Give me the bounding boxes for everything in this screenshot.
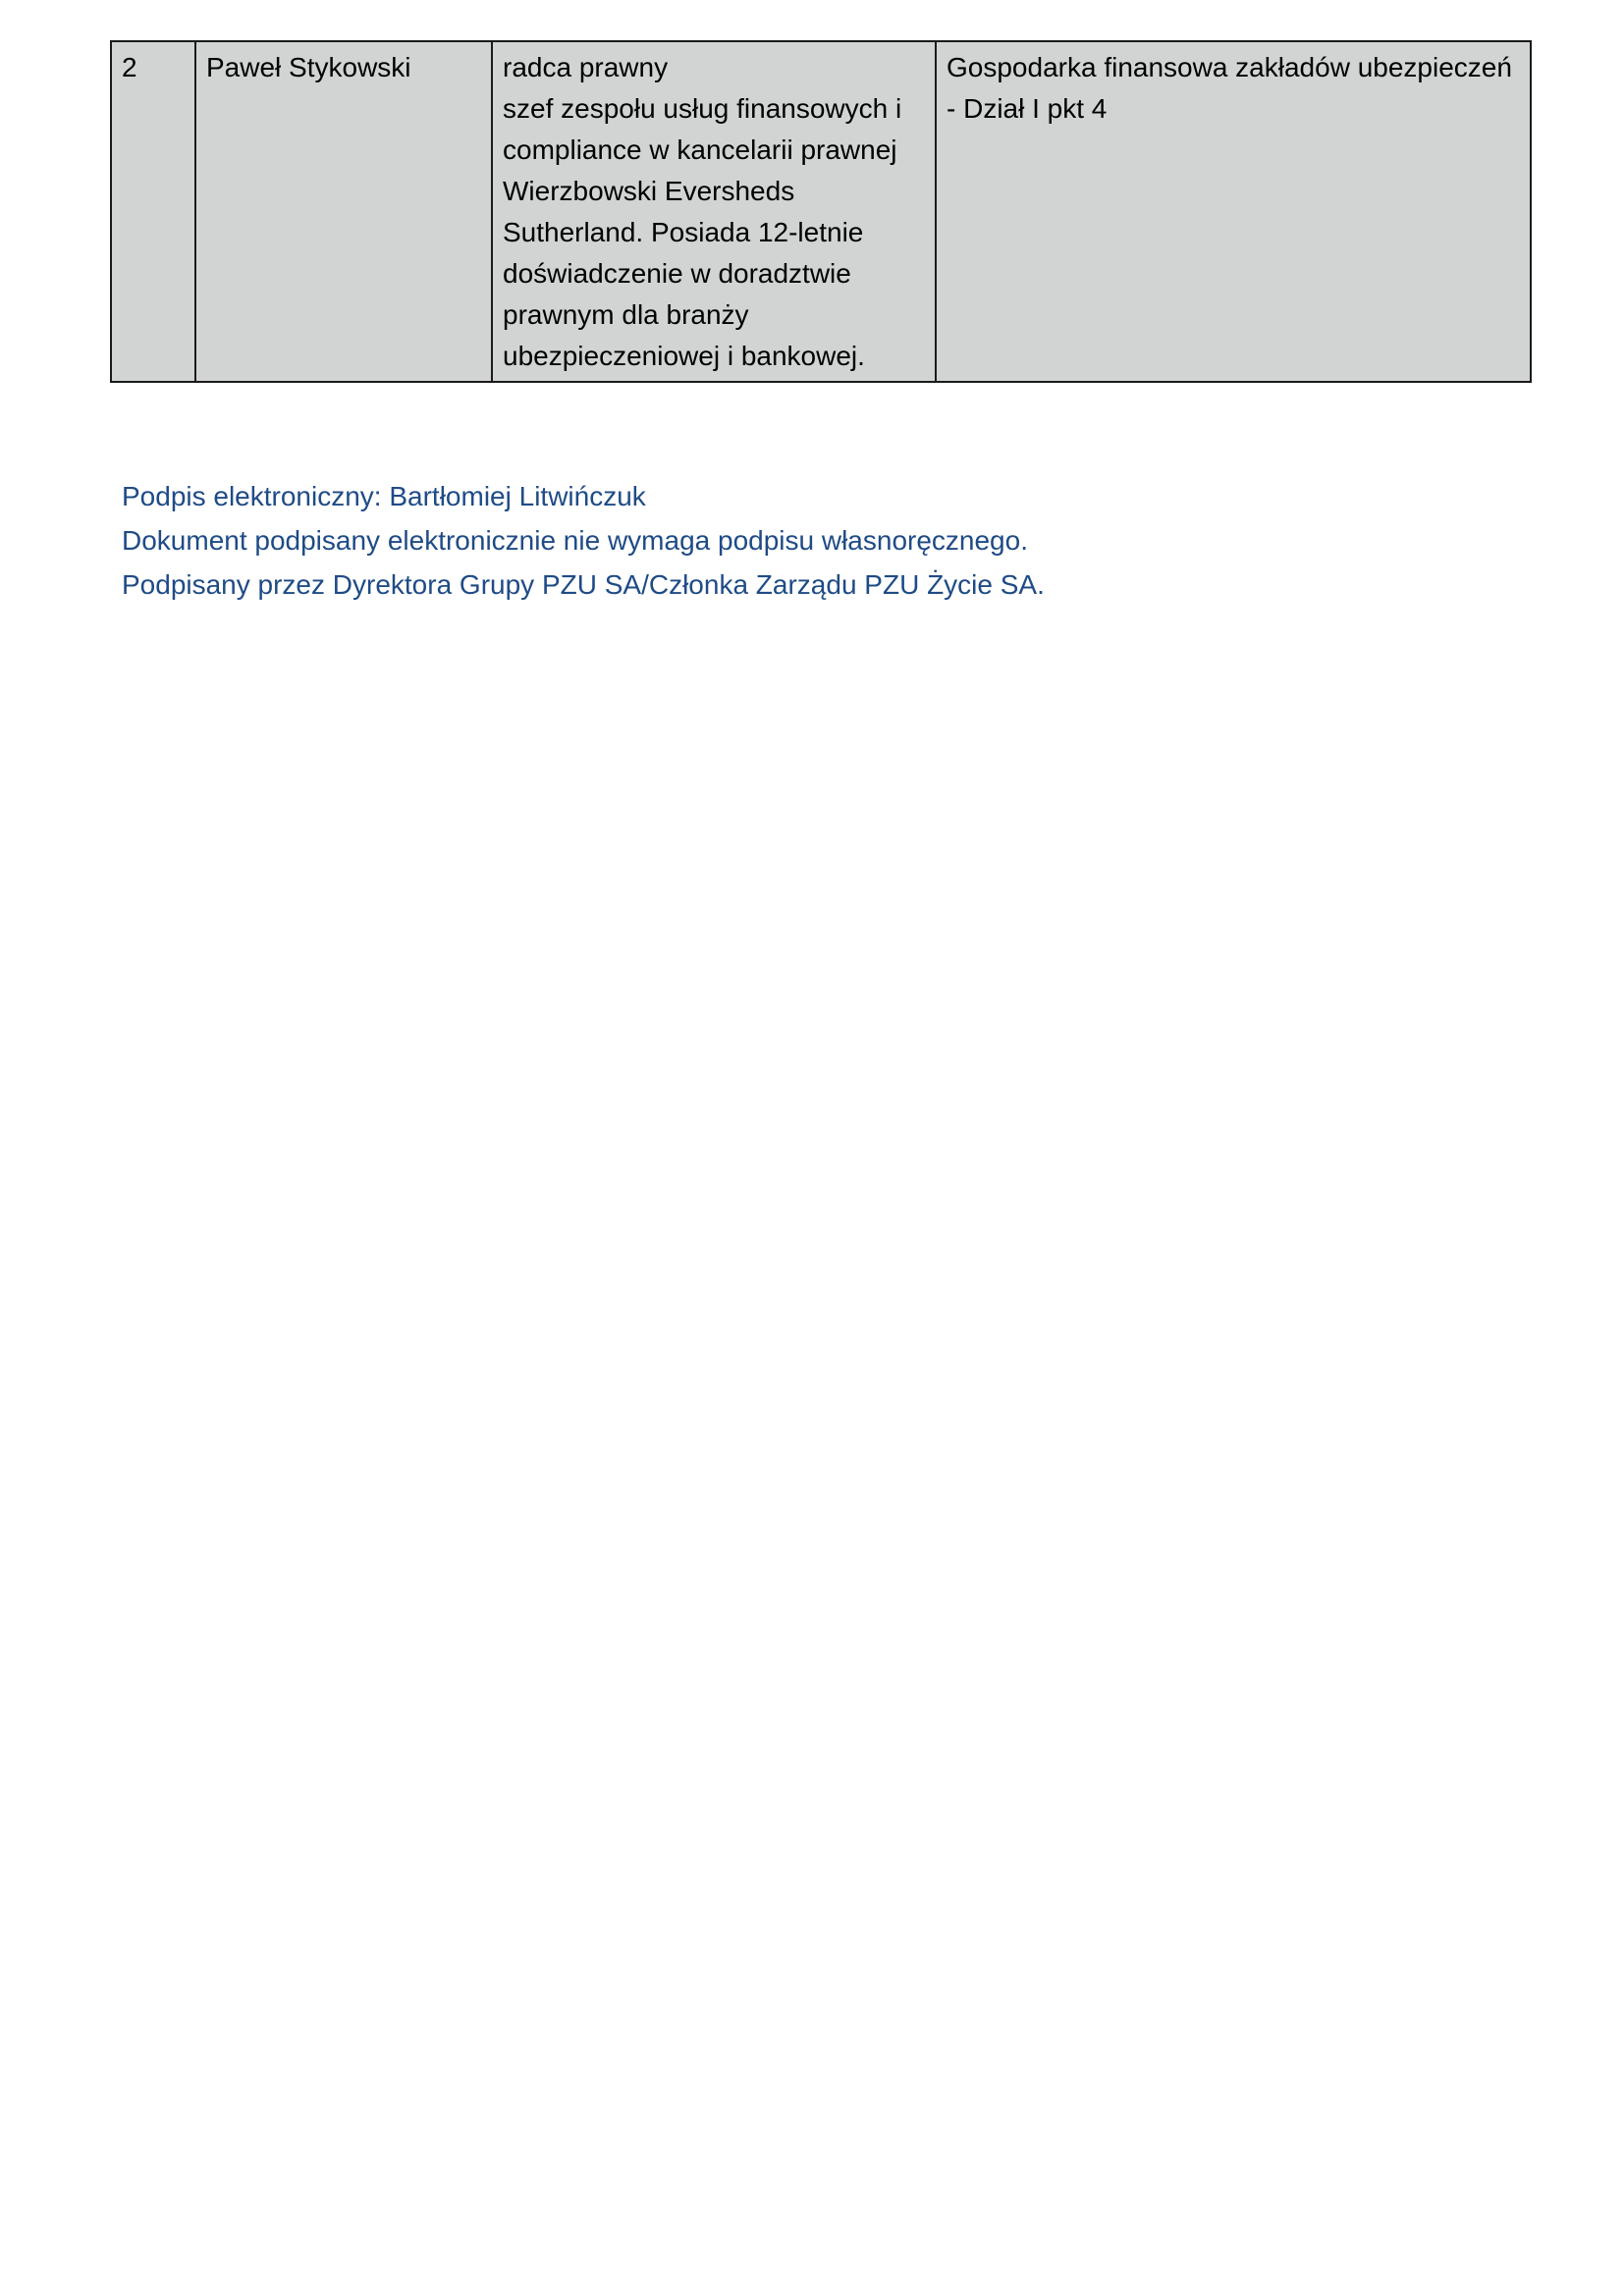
area-line: Gospodarka finansowa zakładów ubezpieczeń [947,52,1512,82]
signature-role: Podpisany przez Dyrektora Grupy PZU SA/Członka Zarządu PZU Życie SA. [122,569,1045,600]
row-number: 2 [122,52,137,82]
area-cell [936,41,1531,382]
description-line: Sutherland. Posiada 12-letnie [503,217,864,247]
description-cell [492,41,936,382]
description-line: doświadczenie w doradztwie [503,258,851,289]
electronic-signature-block [122,474,1496,607]
description-line: Wierzbowski Eversheds [503,176,795,206]
signature-note: Dokument podpisany elektronicznie nie wymaga podpisu własnoręcznego. [122,525,1028,556]
table-row [111,41,1531,382]
description-line: prawnym dla branży [503,299,749,330]
signature-signer: Podpis elektroniczny: Bartłomiej Litwińczuk [122,481,646,511]
description-line: szef zespołu usług finansowych i [503,93,902,124]
expert-name: Paweł Stykowski [206,52,411,82]
experts-table [110,40,1532,383]
row-number-cell [111,41,195,382]
name-cell [195,41,492,382]
description-line: compliance w kancelarii prawnej [503,134,897,165]
description-line: ubezpieczeniowej i bankowej. [503,341,865,371]
area-line: - Dział I pkt 4 [947,93,1108,124]
description-line: radca prawny [503,52,669,82]
